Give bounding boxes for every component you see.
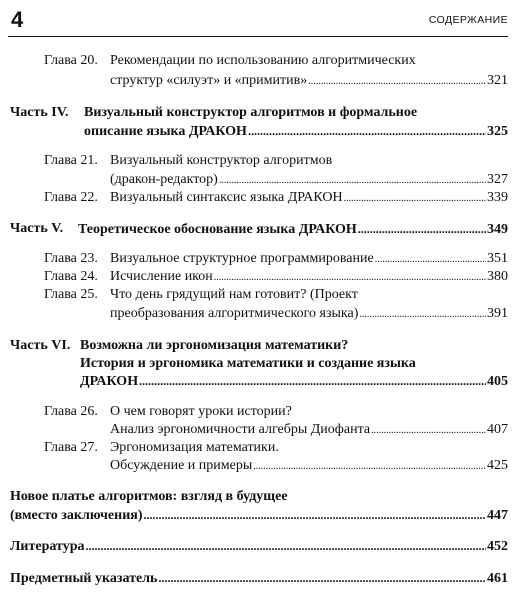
entry-title-line: Что день грядущий нам готовит? (Проект [110,287,358,302]
entry-title-line: Анализ эргономичности алгебры Диофанта [110,422,371,437]
entry-title-line: История и эргономика математики и создание языка [80,356,416,371]
entry-label: Глава 25. [44,287,98,302]
entry-title-line: Предметный указатель [10,571,158,586]
leader-dots [308,73,486,91]
entry-title-line: преобразования алгоритмического языка) [110,306,359,321]
entry-page-number: 325 [487,124,508,139]
entry-title-line: структур «силуэт» и «примитив» [110,73,308,88]
entry-page-number: 452 [487,539,508,554]
entry-label: Глава 22. [44,190,98,205]
entry-title-line: Эргономизация математики. [110,440,279,455]
entry-page-number: 447 [487,508,508,523]
entry-page-number: 425 [487,458,508,473]
entry-page-number: 405 [487,374,508,389]
entry-title-line: Возможна ли эргономизация математики? [80,338,349,353]
leader-dots [371,422,486,440]
entry-title-line: Рекомендации по использованию алгоритмических [110,53,416,68]
entry-title-line: Обсуждение и примеры [110,458,253,473]
leader-dots [358,220,486,238]
entry-title-line: ДРАКОН [80,374,139,389]
entry-page-number: 380 [487,269,508,284]
entry-title-line: (дракон-редактор) [110,172,218,187]
page-number: 4 [11,7,24,32]
entry-title-line: описание языка ДРАКОН [84,124,247,139]
entry-label: Глава 20. [44,53,98,68]
leader-dots [253,458,486,476]
entry-page-number: 349 [487,222,508,237]
entry-page-number: 407 [487,422,508,437]
leader-dots [144,506,486,524]
entry-title-line: Визуальный синтаксис языка ДРАКОН [110,190,343,205]
leader-dots [158,569,486,587]
entry-label: Глава 26. [44,404,98,419]
entry-label: Глава 27. [44,440,98,455]
leader-dots [219,172,486,190]
entry-label: Часть IV. [10,105,69,120]
entry-label: Глава 23. [44,251,98,266]
entry-page-number: 461 [487,571,508,586]
entry-title-line: О чем говорят уроки истории? [110,404,292,419]
entry-label: Часть VI. [10,338,71,353]
entry-title-line: Визуальное структурное программирование [110,251,374,266]
entry-label: Часть V. [10,221,64,236]
running-header-title: СОДЕРЖАНИЕ [428,14,508,26]
entry-label: Глава 21. [44,153,98,168]
entry-page-number: 321 [487,73,508,88]
entry-title-line: (вместо заключения) [10,508,143,523]
entry-page-number: 327 [487,172,508,187]
leader-dots [214,269,486,287]
leader-dots [344,190,486,208]
entry-title-line: Теоретическое обоснование языка ДРАКОН [78,222,357,237]
leader-dots [139,372,486,390]
leader-dots [248,122,486,140]
leader-dots [375,251,486,269]
entry-title-line: Визуальный конструктор алгоритмов [110,153,333,168]
leader-dots [86,537,487,555]
entry-label: Глава 24. [44,269,98,284]
entry-page-number: 391 [487,306,508,321]
entry-title-line: Визуальный конструктор алгоритмов и формальное [84,105,418,120]
entry-page-number: 339 [487,190,508,205]
entry-title-line: Исчисление икон [110,269,213,284]
entry-title-line: Литература [10,539,85,554]
entry-page-number: 351 [487,251,508,266]
entry-title-line: Новое платье алгоритмов: взгляд в будущее [10,489,288,504]
leader-dots [359,306,486,324]
